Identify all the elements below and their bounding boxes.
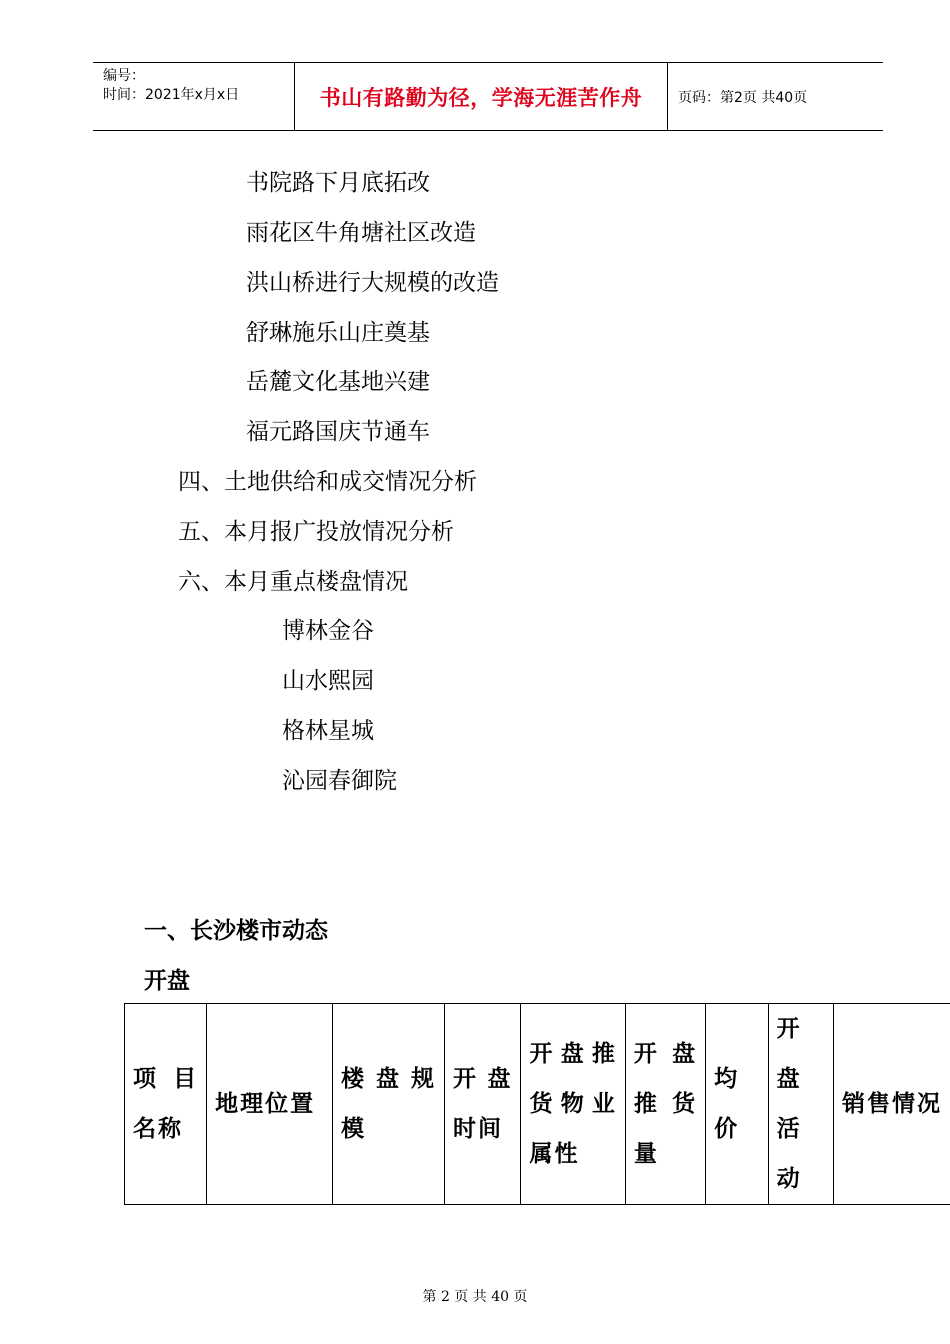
header-cell-opening-event: 开盘活动 — [768, 1004, 833, 1205]
header-cell-property-type: 开盘推货物业属性 — [521, 1004, 625, 1205]
subsection-heading: 开盘 — [144, 968, 190, 994]
header-cell-sales-status: 销售情况 — [833, 1004, 950, 1205]
toc-item: 雨花区牛角塘社区改造 — [246, 220, 476, 246]
header-cell-location: 地理位置 — [207, 1004, 333, 1205]
toc-section-6: 六、本月重点楼盘情况 — [178, 569, 408, 595]
toc-section-4: 四、土地供给和成交情况分析 — [178, 469, 477, 495]
header-cell-open-time: 开盘时间 — [444, 1004, 521, 1205]
toc-item: 洪山桥进行大规模的改造 — [246, 270, 499, 296]
toc-project-item: 沁园春御院 — [282, 768, 397, 794]
section-heading: 一、长沙楼市动态 — [144, 918, 328, 944]
table-header-row — [125, 1004, 950, 1205]
toc-section-5: 五、本月报广投放情况分析 — [178, 519, 454, 545]
toc-project-item: 山水熙园 — [282, 668, 374, 694]
toc-item: 岳麓文化基地兴建 — [246, 369, 430, 395]
header-page-label: 页码：第2页 共40页 — [678, 89, 808, 106]
opening-table — [124, 1003, 950, 1205]
header-cell-scale: 楼盘规模 — [333, 1004, 445, 1205]
header-cell-avg-price: 均价 — [706, 1004, 769, 1205]
toc-item: 舒琳施乐山庄奠基 — [246, 320, 430, 346]
page-footer: 第 2 页 共 40 页 — [422, 1289, 528, 1305]
header-time-label: 时间：2021年x月x日 — [103, 87, 240, 103]
toc-item: 福元路国庆节通车 — [246, 419, 430, 445]
toc-project-item: 博林金谷 — [282, 618, 374, 644]
toc-project-item: 格林星城 — [282, 718, 374, 744]
header-cell-supply-volume: 开盘推货量 — [625, 1004, 705, 1205]
header-motto: 书山有路勤为径，学海无涯苦作舟 — [319, 85, 643, 110]
toc-item: 书院路下月底拓改 — [246, 170, 430, 196]
header-number-label: 编号： — [103, 68, 145, 84]
header-cell-project-name: 项目名称 — [125, 1004, 207, 1205]
